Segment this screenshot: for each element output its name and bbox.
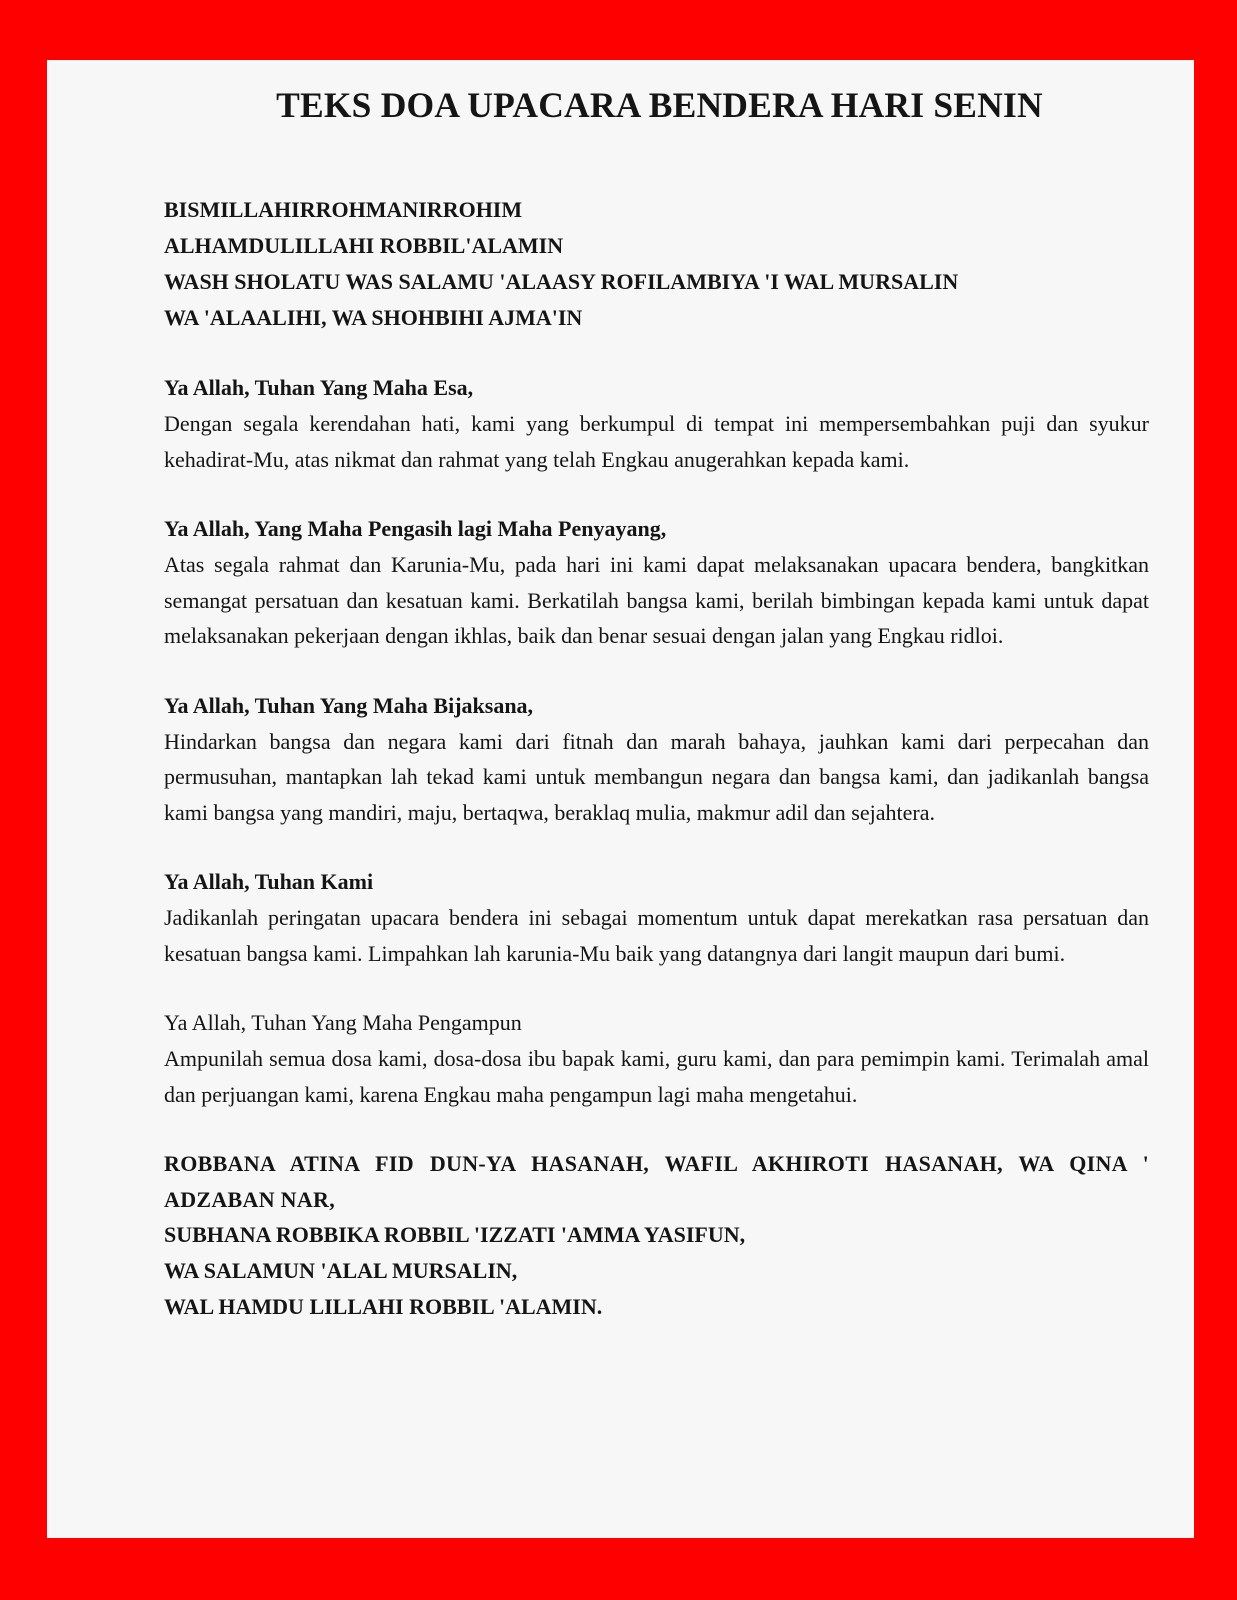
section-heading: Ya Allah, Yang Maha Pengasih lagi Maha Penyayang, bbox=[164, 516, 667, 541]
prayer-section-1 bbox=[164, 370, 1149, 477]
section-body: Atas segala rahmat dan Karunia-Mu, pada hari ini kami dapat melaksanakan upacara bendera, bangkitkan semangat persatuan dan kesatuan kami. Berkatilah bangsa kami, berilah bimbingan kepada kami untuk dapat melaksanakan pekerjaan dengan ikhlas, baik dan benar sesuai dengan jalan yang Engkau ridloi. bbox=[164, 552, 1149, 648]
closing-line: SUBHANA ROBBIKA ROBBIL 'IZZATI 'AMMA YASIFUN, bbox=[164, 1222, 746, 1247]
section-heading: Ya Allah, Tuhan Yang Maha Pengampun bbox=[164, 1010, 522, 1035]
prayer-section-4 bbox=[164, 864, 1149, 971]
document-title: TEKS DOA UPACARA BENDERA HARI SENIN bbox=[276, 85, 1043, 125]
section-body: Hindarkan bangsa dan negara kami dari fitnah dan marah bahaya, jauhkan kami dari perpecahan dan permusuhan, mantapkan lah tekad kami untuk membangun negara dan bangsa kami, dan jadikanlah bangsa kami bangsa yang mandiri, maju, bertaqwa, beraklaq mulia, makmur adil dan sejahtera. bbox=[164, 728, 1149, 825]
prayer-section-5 bbox=[164, 1005, 1149, 1112]
section-body: Jadikanlah peringatan upacara bendera ini sebagai momentum untuk dapat merekatkan rasa persatuan dan kesatuan bangsa kami. Limpahkan lah karunia-Mu baik yang datangnya dari langit maupun dari bumi. bbox=[164, 905, 1149, 966]
section-body: Dengan segala kerendahan hati, kami yang berkumpul di tempat ini mempersembahkan puji dan syukur kehadirat-Mu, atas nikmat dan rahmat yang telah Engkau anugerahkan kepada kami. bbox=[164, 411, 1149, 472]
closing-line: WAL HAMDU LILLAHI ROBBIL 'ALAMIN. bbox=[164, 1294, 603, 1319]
section-heading: Ya Allah, Tuhan Kami bbox=[164, 869, 374, 894]
closing-invocation bbox=[164, 1146, 1149, 1325]
prayer-section-3 bbox=[164, 688, 1149, 831]
section-heading: Ya Allah, Tuhan Yang Maha Esa, bbox=[164, 375, 474, 400]
opening-line: WASH SHOLATU WAS SALAMU 'ALAASY ROFILAMBIYA 'I WAL MURSALIN bbox=[164, 269, 959, 294]
opening-line: BISMILLAHIRROHMANIRROHIM bbox=[164, 197, 523, 222]
document-page bbox=[47, 60, 1194, 1538]
opening-line: ALHAMDULILLAHI ROBBIL'ALAMIN bbox=[164, 233, 564, 258]
closing-line: ROBBANA ATINA FID DUN-YA HASANAH, WAFIL AKHIROTI HASANAH, WA QINA ' ADZABAN NAR, bbox=[164, 1151, 1149, 1212]
section-body: Ampunilah semua dosa kami, dosa-dosa ibu bapak kami, guru kami, dan para pemimpin kami. Terimalah amal dan perjuangan kami, karena Engkau maha pengampun lagi maha mengetahui. bbox=[164, 1046, 1149, 1107]
opening-line: WA 'ALAALIHI, WA SHOHBIHI AJMA'IN bbox=[164, 305, 583, 330]
closing-line: WA SALAMUN 'ALAL MURSALIN, bbox=[164, 1258, 518, 1283]
opening-invocation bbox=[164, 192, 1149, 336]
prayer-section-2 bbox=[164, 511, 1149, 654]
section-heading: Ya Allah, Tuhan Yang Maha Bijaksana, bbox=[164, 692, 534, 718]
